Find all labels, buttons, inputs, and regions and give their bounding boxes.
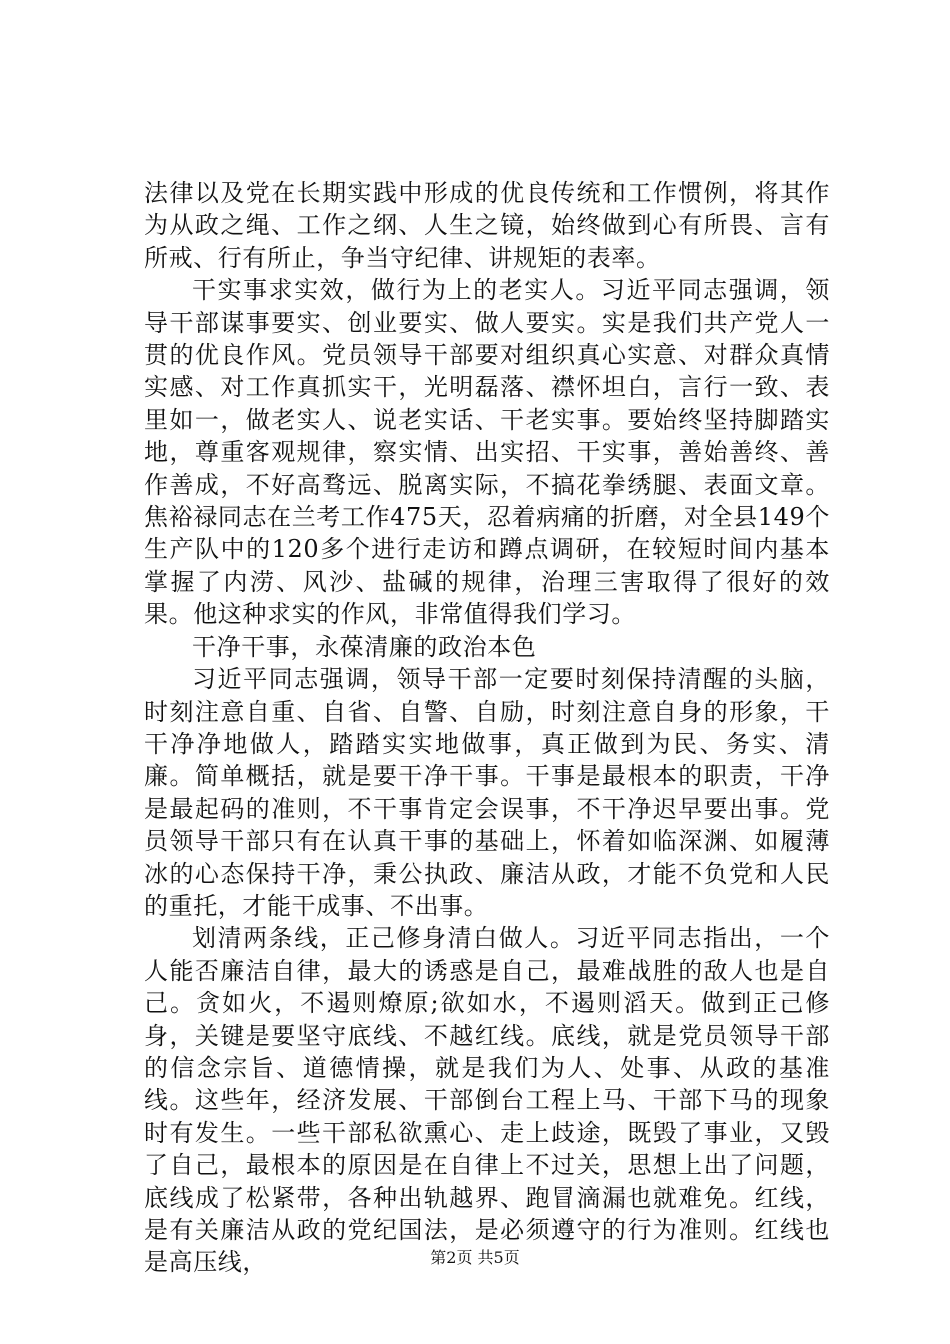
paragraph-two-lines: 划清两条线，正己修身清白做人。习近平同志指出，一个人能否廉洁自律，最大的诱惑是自己，最难战胜的敌人也是自己。贪如火，不遏则燎原;欲如水，不遏则滔天。做到正己修身，关键是要坚守底线、不越红线。底线，就是党员领导干部的信念宗旨、道德情操，就是我们为人、处事、从政的基准线。这些年，经济发展、干部倒台工程上马、干部下马的现象时有发生。一些干部私欲熏心、走上歧途，既毁了事业，又毁了自己，最根本的原因是在自律上不过关，思想上出了问题，底线成了松紧带，各种出轨越界、跑冒滴漏也就难免。红线，是有关廉洁从政的党纪国法，是必须遵守的行为准则。红线也是高压线， [144,924,830,1277]
paragraph-practical-work: 干实事求实效，做行为上的老实人。习近平同志强调，领导干部谋事要实、创业要实、做人要实。实是我们共产党人一贯的优良作风。党员领导干部要对组织真心实意、对群众真情实感、对工作真抓实干，光明磊落、襟怀坦白，言行一致、表里如一，做老实人、说老实话、干老实事。要始终坚持脚踏实地，尊重客观规律，察实情、出实招、干实事，善始善终、善作善成，不好高骛远、脱离实际，不搞花拳绣腿、表面文章。焦裕禄同志在兰考工作475天，忍着病痛的折磨，对全县149个生产队中的120多个进行走访和蹲点调研，在较短时间内基本掌握了内涝、风沙、盐碱的规律，治理三害取得了很好的效果。他这种求实的作风，非常值得我们学习。 [144,276,830,629]
section-heading-clean-work: 干净干事，永葆清廉的政治本色 [192,632,537,661]
document-body [144,177,830,1279]
page-number-footer: 第2页 共5页 [430,1248,520,1267]
paragraph-continuation: 法律以及党在长期实践中形成的优良传统和工作惯例，将其作为从政之绳、工作之纲、人生之镜，始终做到心有所畏、言有所戒、行有所止，争当守纪律、讲规矩的表率。 [144,179,830,272]
paragraph-clean-work: 习近平同志强调，领导干部一定要时刻保持清醒的头脑，时刻注意自重、自省、自警、自励，时刻注意自身的形象，干干净净地做人，踏踏实实地做事，真正做到为民、务实、清廉。简单概括，就是要干净干事。干事是最根本的职责，干净是最起码的准则，不干事肯定会误事，不干净迟早要出事。党员领导干部只有在认真干事的基础上，怀着如临深渊、如履薄冰的心态保持干净，秉公执政、廉洁从政，才能不负党和人民的重托，才能干成事、不出事。 [144,665,830,920]
